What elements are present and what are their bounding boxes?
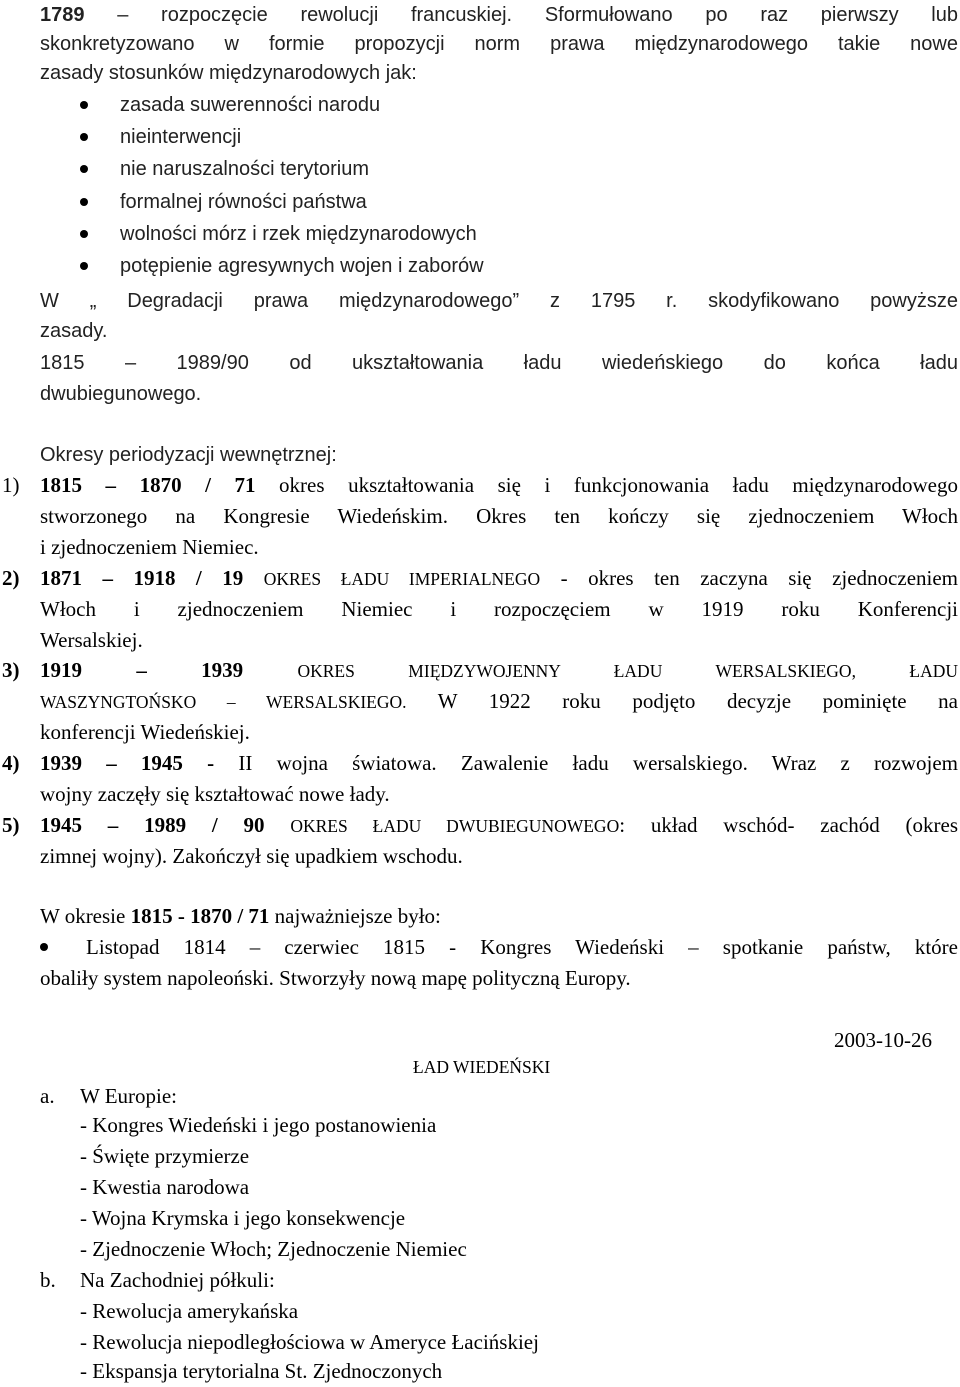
intro-line-3: zasady stosunków międzynarodowych jak: bbox=[40, 62, 417, 84]
list-item bbox=[80, 1172, 249, 1203]
period-number: 1) bbox=[2, 473, 20, 497]
bullet-icon bbox=[80, 198, 88, 206]
period-5-text: : układ wschód- zachód (okres bbox=[619, 813, 959, 837]
list-item-text: Zjednoczenie Włoch; Zjednoczenie Niemiec bbox=[92, 1237, 467, 1261]
list-dash: - bbox=[80, 1359, 87, 1383]
period-1-dates: 1815 – 1870 / 71 bbox=[40, 473, 256, 497]
period-2-caps: OKRES ŁADU IMPERIALNEGO bbox=[263, 569, 541, 589]
period-1-text: okres ukształtowania się i funkcjonowania ładu międzynarodowego bbox=[255, 473, 958, 497]
list-item: potępienie agresywnych wojen i zaborów bbox=[120, 255, 484, 277]
period-2-text: - okres ten zaczyna się zjednoczeniem bbox=[540, 566, 959, 590]
list-item-text: Kongres Wiedeński i jego postanowienia bbox=[92, 1113, 437, 1137]
important-dates: 1815 - 1870 / 71 bbox=[130, 904, 270, 928]
period-1-line-3: i zjednoczeniem Niemiec. bbox=[40, 535, 259, 559]
degradation-line-2: zasady. bbox=[40, 320, 108, 342]
list-item bbox=[80, 1234, 467, 1265]
list-dash: - bbox=[80, 1299, 87, 1323]
bullet-icon bbox=[80, 230, 88, 238]
period-3-text: W 1922 roku podjęto decyzje pominięte na bbox=[406, 689, 959, 713]
range-line-2: dwubiegunowego. bbox=[40, 383, 202, 405]
periods-heading: Okresy periodyzacji wewnętrznej: bbox=[40, 444, 337, 466]
intro-year: 1789 bbox=[40, 4, 85, 26]
list-dash: - bbox=[80, 1175, 87, 1199]
list-item bbox=[80, 1203, 405, 1234]
period-3-caps-2: WASZYNGTOŃSKO – WERSALSKIEGO. bbox=[40, 692, 407, 712]
list-item: nie naruszalności terytorium bbox=[120, 158, 369, 180]
range-line-1: 1815 – 1989/90 od ukształtowania ładu wiedeńskiego do końca ładu bbox=[40, 352, 958, 374]
list-item: zasada suwerenności narodu bbox=[120, 94, 381, 116]
period-1-line-2: stworzonego na Kongresie Wiedeńskim. Okres ten kończy się zjednoczeniem Włoch bbox=[40, 504, 958, 528]
europe-title: W Europie: bbox=[80, 1084, 178, 1108]
list-item: formalnej równości państwa bbox=[120, 191, 367, 213]
list-item-text: Wojna Krymska i jego konsekwencje bbox=[91, 1206, 406, 1230]
europe-label: a. bbox=[40, 1084, 55, 1108]
intro-line-1-text: – rozpoczęcie rewolucji francuskiej. Sformułowano po raz pierwszy lub bbox=[84, 4, 958, 26]
bullet-icon bbox=[80, 165, 88, 173]
list-dash: - bbox=[80, 1237, 87, 1261]
list-dash: - bbox=[80, 1330, 87, 1354]
list-item-text: Rewolucja amerykańska bbox=[92, 1299, 299, 1323]
period-3-dates: 1919 – 1939 bbox=[40, 658, 244, 682]
list-item bbox=[80, 1356, 442, 1387]
period-2-line-2: Włoch i zjednoczeniem Niemiec i rozpoczęciem w 1919 roku Konferencji bbox=[40, 597, 958, 621]
west-title: Na Zachodniej półkuli: bbox=[80, 1268, 275, 1292]
important-heading bbox=[40, 901, 441, 932]
period-number: 3) bbox=[2, 658, 20, 682]
list-item-text: Kwestia narodowa bbox=[92, 1175, 250, 1199]
important-line-2: obaliły system napoleoński. Stworzyły nową mapę polityczną Europy. bbox=[40, 966, 631, 990]
period-4-line-1 bbox=[40, 748, 958, 779]
period-5-line-1 bbox=[40, 810, 958, 842]
intro-line-2: skonkretyzowano w formie propozycji norm prawa międzynarodowego takie nowe bbox=[40, 33, 958, 55]
important-prefix: W okresie bbox=[40, 904, 131, 928]
period-number: 2) bbox=[2, 566, 20, 590]
section-date: 2003-10-26 bbox=[834, 1028, 932, 1052]
bullet-icon bbox=[80, 101, 88, 109]
bullet-icon bbox=[80, 133, 88, 141]
period-2-line-1 bbox=[40, 563, 958, 595]
period-number: 5) bbox=[2, 813, 20, 837]
list-item bbox=[80, 1141, 249, 1172]
list-item bbox=[80, 1296, 298, 1327]
period-2-line-3: Wersalskiej. bbox=[40, 628, 143, 652]
intro-line-1 bbox=[40, 0, 958, 31]
period-5-caps: OKRES ŁADU DWUBIEGUNOWEGO bbox=[290, 816, 620, 836]
list-item-text: Rewolucja niepodległościowa w Ameryce Łacińskiej bbox=[92, 1330, 539, 1354]
period-1-line-1 bbox=[40, 470, 958, 501]
period-5-dates: 1945 – 1989 / 90 bbox=[40, 813, 265, 837]
list-item bbox=[80, 1110, 436, 1141]
period-3-line-2 bbox=[40, 686, 958, 718]
degradation-line-1: W „ Degradacji prawa międzynarodowego” z 1795 r. skodyfikowano powyższe bbox=[40, 290, 958, 312]
period-4-line-2: wojny zaczęły się kształtować nowe łady. bbox=[40, 782, 390, 806]
list-dash: - bbox=[80, 1206, 87, 1230]
list-dash: - bbox=[80, 1144, 87, 1168]
important-line-1: Listopad 1814 – czerwiec 1815 - Kongres Wiedeński – spotkanie państw, które bbox=[86, 935, 958, 959]
list-dash: - bbox=[80, 1113, 87, 1137]
period-number: 4) bbox=[2, 751, 20, 775]
period-5-line-2: zimnej wojny). Zakończył się upadkiem wschodu. bbox=[40, 844, 463, 868]
period-3-line-3: konferencji Wiedeńskiej. bbox=[40, 720, 250, 744]
period-4-dates: 1939 – 1945 - bbox=[40, 751, 215, 775]
list-item: wolności mórz i rzek międzynarodowych bbox=[120, 223, 477, 245]
important-suffix: najważniejsze było: bbox=[269, 904, 441, 928]
period-2-dates: 1871 – 1918 / 19 bbox=[40, 566, 244, 590]
bullet-icon bbox=[80, 262, 88, 270]
period-3-line-1 bbox=[40, 655, 958, 687]
list-item-text: Święte przymierze bbox=[92, 1144, 250, 1168]
period-3-caps: OKRES MIĘDZYWOJENNY ŁADU WERSALSKIEGO, ŁADU bbox=[297, 661, 958, 681]
list-item bbox=[80, 1327, 539, 1358]
list-item-text: Ekspansja terytorialna St. Zjednoczonych bbox=[92, 1359, 443, 1383]
list-item: nieinterwencji bbox=[120, 126, 242, 148]
bullet-icon bbox=[40, 943, 48, 951]
west-label: b. bbox=[40, 1268, 56, 1292]
section-title: ŁAD WIEDEŃSKI bbox=[413, 1057, 551, 1077]
period-4-text: II wojna światowa. Zawalenie ładu wersalskiego. Wraz z rozwojem bbox=[214, 751, 958, 775]
